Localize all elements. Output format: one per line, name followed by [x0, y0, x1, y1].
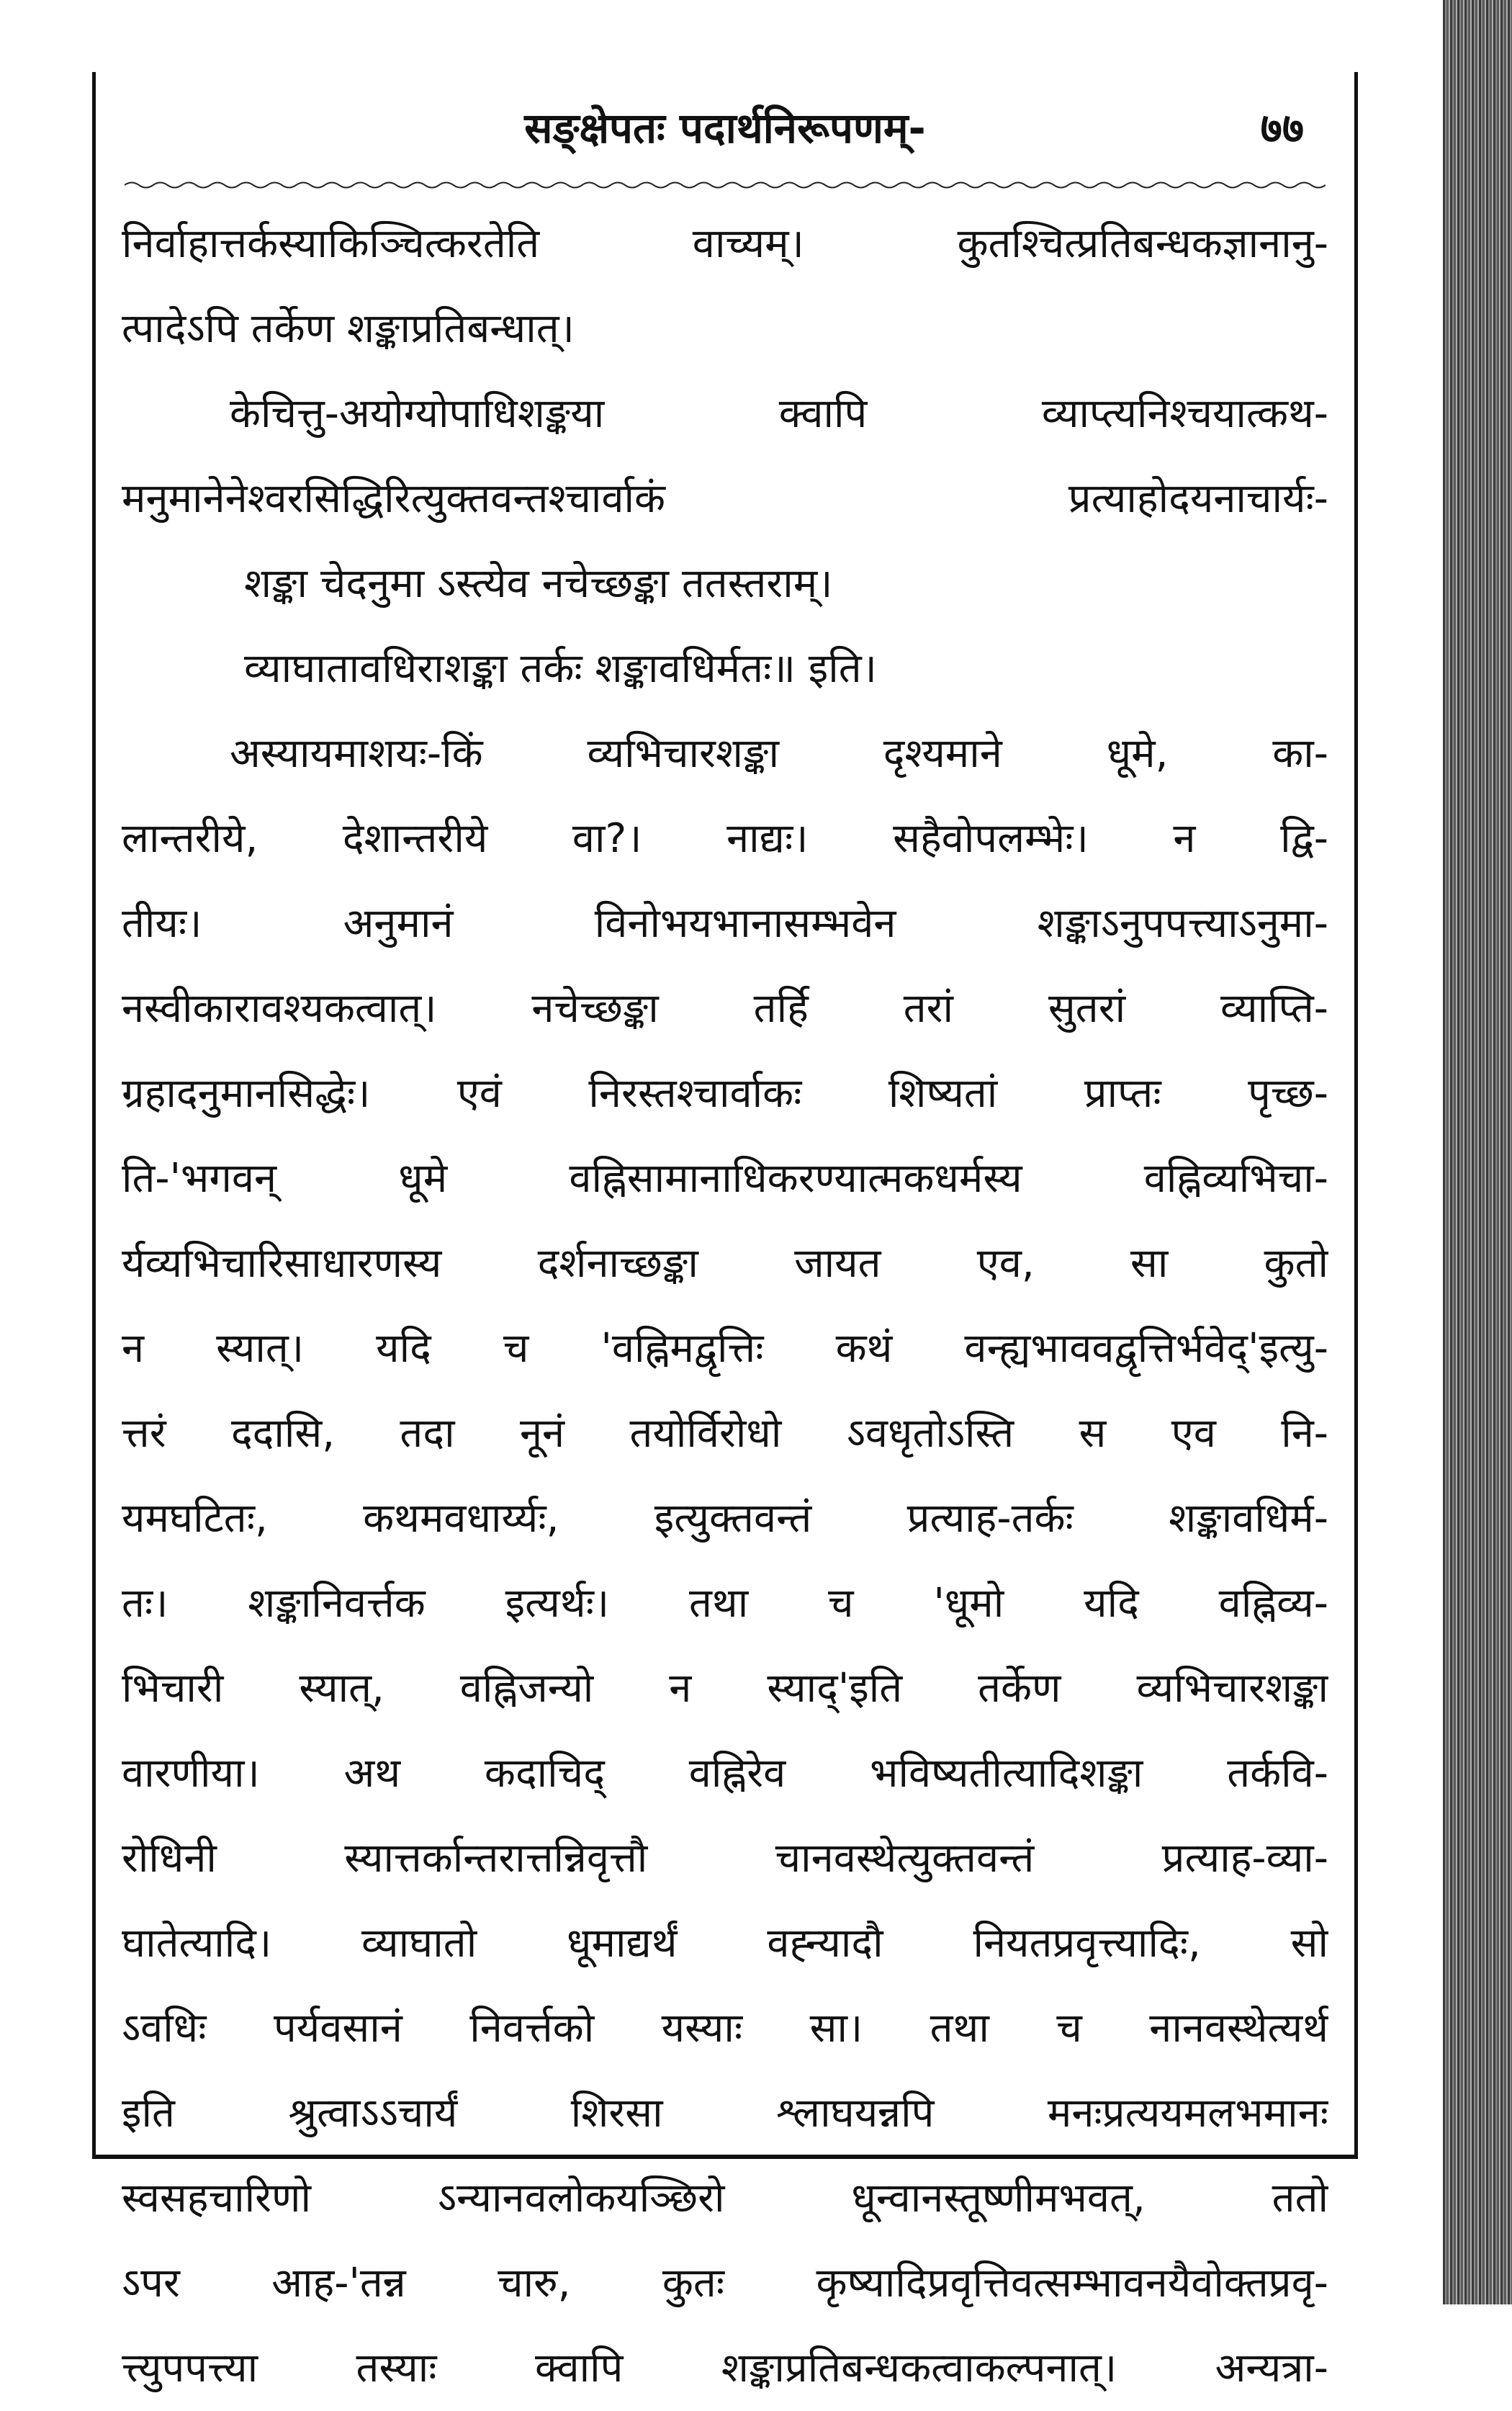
text-line: अस्यायमाशयः-किं व्यभिचारशङ्का दृश्यमाने धूमे, का-: [230, 730, 1328, 777]
text-line: र्यव्यभिचारिसाधारणस्य दर्शनाच्छङ्का जायत एव, सा कुतो: [122, 1240, 1328, 1287]
text-line: तीयः। अनुमानं विनोभयभानासम्भवेन शङ्काऽनुपपत्त्याऽनुमा-: [122, 900, 1328, 947]
running-title: सङ्क्षेपतः पदार्थनिरूपणम्-: [524, 104, 926, 153]
text-line: ति-'भगवन् धूमे वह्निसामानाधिकरण्यात्मकधर्मस्य वह्निव्यभिचा-: [122, 1155, 1328, 1202]
text-line: स्वसहचारिणो ऽन्यानवलोकयञ्छिरो धून्वानस्तूष्णीमभवत्, ततो: [122, 2175, 1328, 2222]
text-line: तः। शङ्कानिवर्त्तक इत्यर्थः। तथा च 'धूमो यदि वह्निव्य-: [122, 1580, 1328, 1627]
text-line: घातेत्यादि। व्याघातो धूमाद्यर्थं वह्न्यादौ नियतप्रवृत्त्यादिः, सो: [122, 1920, 1328, 1967]
header-wavy-rule: [125, 180, 1326, 190]
text-line: त्तरं ददासि, तदा नूनं तयोर्विरोधो ऽवधृतोऽस्ति स एव नि-: [122, 1410, 1328, 1457]
text-line: ग्रहादनुमानसिद्धेः। एवं निरस्तश्चार्वाकः शिष्यतां प्राप्तः पृच्छ-: [122, 1070, 1328, 1117]
text-line: रोधिनी स्यात्तर्कान्तरात्तन्निवृत्तौ चानवस्थेत्युक्तवन्तं प्रत्याह-व्या-: [122, 1835, 1328, 1882]
text-line: भिचारी स्यात्, वह्निजन्यो न स्याद्'इति तर्केण व्यभिचारशङ्का: [122, 1665, 1328, 1712]
verse-line: शङ्का चेदनुमा ऽस्त्येव नचेच्छङ्का ततस्तराम्।: [244, 560, 833, 607]
text-line: केचित्तु-अयोग्योपाधिशङ्कया क्वापि व्याप्त्यनिश्चयात्कथ-: [230, 390, 1328, 437]
text-line: ऽवधिः पर्यवसानं निवर्त्तको यस्याः सा। तथा च नानवस्थेत्यर्थ: [122, 2005, 1328, 2052]
page-frame: [92, 72, 1358, 2392]
text-line: वारणीया। अथ कदाचिद् वह्निरेव भविष्यतीत्यादिशङ्का तर्कवि-: [122, 1750, 1328, 1797]
text-line: यमघटितः, कथमवधार्य्यः, इत्युक्तवन्तं प्रत्याह-तर्कः शङ्कावधिर्म-: [122, 1495, 1328, 1542]
page-number: ७७: [1260, 104, 1304, 153]
page-header: [96, 98, 1354, 163]
text-line: ऽपर आह-'तन्न चारु, कुतः कृष्यादिप्रवृत्तिवत्सम्भावनयैवोक्तप्रवृ-: [122, 2260, 1328, 2307]
text-line: निर्वाहात्तर्कस्याकिञ्चित्करतेति वाच्यम्। कुतश्चित्प्रतिबन्धकज्ञानानु-: [122, 220, 1328, 267]
text-line: इति श्रुत्वाऽऽचार्यं शिरसा श्लाघयन्नपि मनःप्रत्ययमलभमानः: [122, 2090, 1328, 2137]
scan-edge-strip: [1443, 0, 1512, 2304]
text-line: न स्यात्। यदि च 'वह्निमद्वृत्तिः कथं वन्ह्यभाववद्वृत्तिर्भवेद्'इत्यु-: [122, 1325, 1328, 1372]
text-line: त्त्युपपत्त्या तस्याः क्वापि शङ्काप्रतिबन्धकत्वाकल्पनात्। अन्यत्रा-: [122, 2345, 1328, 2392]
verse-line: व्याघातावधिराशङ्का तर्कः शङ्कावधिर्मतः॥ इति।: [244, 645, 877, 692]
body-text: [122, 202, 1328, 2411]
text-line: नस्वीकारावश्यकत्वात्। नचेच्छङ्का तर्हि तरां सुतरां व्याप्ति-: [122, 985, 1328, 1032]
text-line: मनुमानेनेश्वरसिद्धिरित्युक्तवन्तश्चार्वाकं प्रत्याहोदयनाचार्यः-: [122, 475, 1328, 522]
text-line: त्पादेऽपि तर्केण शङ्काप्रतिबन्धात्।: [122, 305, 575, 352]
text-line: लान्तरीये, देशान्तरीये वा?। नाद्यः। सहैवोपलम्भेः। न द्वि-: [122, 815, 1328, 862]
